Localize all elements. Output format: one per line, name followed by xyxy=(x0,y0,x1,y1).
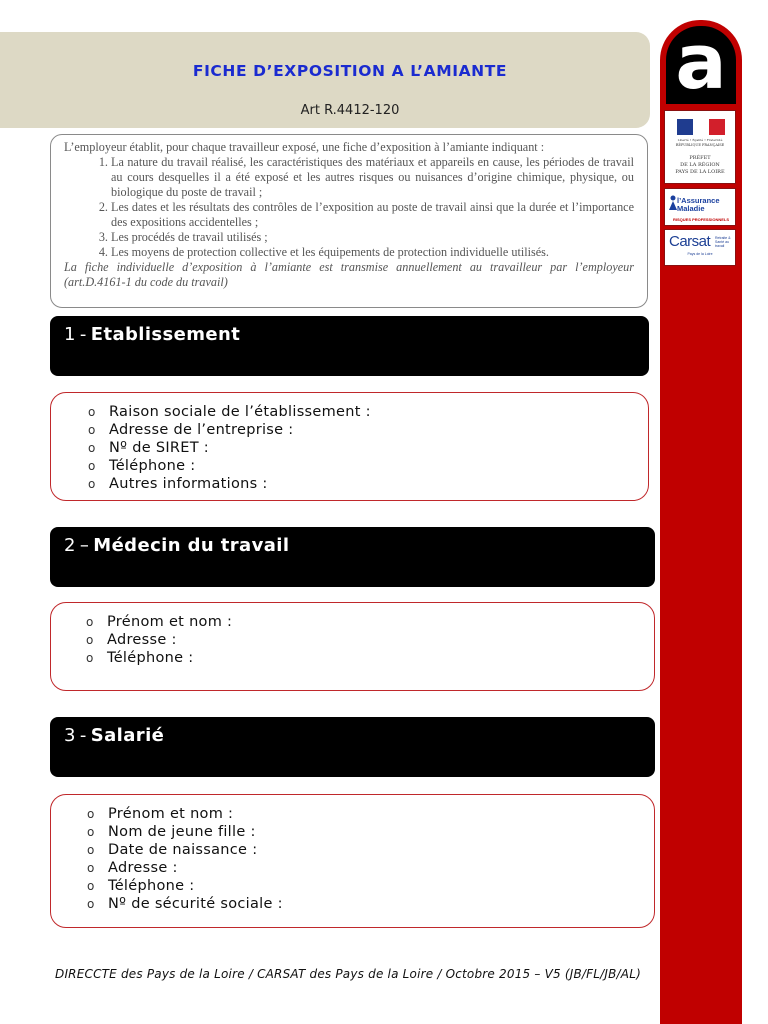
field-label: Date de naissance : xyxy=(108,842,258,858)
intro-list xyxy=(64,155,634,260)
bullet-icon: o xyxy=(88,477,96,491)
intro-item: 3. Les procédés de travail utilisés ; xyxy=(111,230,634,245)
bullet-icon: o xyxy=(87,897,95,911)
section-title: Médecin du travail xyxy=(93,535,290,556)
section-header-etablissement xyxy=(50,316,649,376)
field-label: Prénom et nom : xyxy=(108,806,234,822)
section-header-salarie xyxy=(50,717,655,777)
intro-item: 1. La nature du travail réalisé, les caractéristiques des matériaux et appareils en cause, les périodes de travail au cours desquelles il a été exposé et les autres risques ou nuisances d’origine chimique, physique, ou biologique du poste de travail ; xyxy=(111,155,634,200)
field-list xyxy=(86,613,654,667)
field-adresse xyxy=(87,859,654,877)
bullet-icon: o xyxy=(88,405,96,419)
field-label: Raison sociale de l’établissement : xyxy=(109,404,371,420)
bullet-icon: o xyxy=(87,807,95,821)
section-box-salarie xyxy=(50,794,655,928)
field-securite-sociale xyxy=(87,895,654,913)
field-raison-sociale xyxy=(88,403,648,421)
field-telephone xyxy=(88,457,648,475)
bullet-icon: o xyxy=(88,459,96,473)
logo-badge xyxy=(666,20,736,104)
prefet-line3: PAYS DE LA LOIRE xyxy=(675,169,725,175)
field-prenom-nom xyxy=(86,613,654,631)
assurance-maladie-logo xyxy=(664,188,736,226)
bullet-icon: o xyxy=(87,879,95,893)
assurance-name xyxy=(677,197,735,213)
field-label: Adresse : xyxy=(107,632,177,648)
bullet-icon: o xyxy=(87,825,95,839)
prefet-motto: Liberté • Égalité • Fraternité xyxy=(677,138,723,142)
section-title: Salarié xyxy=(90,725,165,746)
intro-lead: L’employeur établit, pour chaque travailleur exposé, une fiche d’exposition à l’amiante indiquant : xyxy=(64,140,545,154)
section-number: 3 xyxy=(64,725,76,746)
bullet-icon: o xyxy=(86,633,94,647)
section-title: Etablissement xyxy=(90,324,241,345)
field-prenom-nom xyxy=(87,805,654,823)
field-label: Nº de sécurité sociale : xyxy=(108,896,283,912)
bullet-icon: o xyxy=(86,651,94,665)
carsat-region: Pays de la Loire xyxy=(687,252,713,256)
field-label: Téléphone : xyxy=(109,458,196,474)
carsat-logo xyxy=(664,229,736,266)
prefet-line1: PRÉFET xyxy=(689,155,711,161)
field-list xyxy=(87,805,654,913)
field-label: Adresse de l’entreprise : xyxy=(109,422,294,438)
prefet-logo xyxy=(664,110,736,184)
section-number: 1 xyxy=(64,324,76,345)
field-label: Prénom et nom : xyxy=(107,614,233,630)
intro-item: 2. Les dates et les résultats des contrôles de l’exposition au poste de travail ainsi que la durée et l’importance des expositions accidentelles ; xyxy=(111,200,634,230)
field-label: Adresse : xyxy=(108,860,178,876)
bullet-icon: o xyxy=(88,441,96,455)
field-telephone xyxy=(87,877,654,895)
article-reference: Art R.4412-120 xyxy=(300,103,400,118)
field-label: Téléphone : xyxy=(108,878,195,894)
section-separator: - xyxy=(79,725,87,746)
field-autres-informations xyxy=(88,475,648,493)
assurance-line1: l’Assurance xyxy=(677,196,720,205)
bullet-icon: o xyxy=(87,843,95,857)
field-label: Nom de jeune fille : xyxy=(108,824,256,840)
section-separator: – xyxy=(79,535,90,556)
field-adresse-entreprise xyxy=(88,421,648,439)
section-header-medecin xyxy=(50,527,655,587)
field-label: Téléphone : xyxy=(107,650,194,666)
carsat-side-text: Retraite & Santé au travail xyxy=(715,236,731,248)
field-date-naissance xyxy=(87,841,654,859)
assurance-line2: Maladie xyxy=(677,204,705,213)
prefet-republic: RÉPUBLIQUE FRANÇAISE xyxy=(675,143,725,147)
field-telephone xyxy=(86,649,654,667)
section-number: 2 xyxy=(64,535,76,556)
intro-item: 4. Les moyens de protection collective et les équipements de protection individuelle utilisés. xyxy=(111,245,634,260)
bullet-icon: o xyxy=(87,861,95,875)
intro-box xyxy=(50,134,648,308)
field-nom-jeune-fille xyxy=(87,823,654,841)
field-adresse xyxy=(86,631,654,649)
french-flag-icon xyxy=(677,119,725,135)
bullet-icon: o xyxy=(88,423,96,437)
section-separator: - xyxy=(79,324,87,345)
page-title: FICHE D’EXPOSITION A L’AMIANTE xyxy=(192,62,508,80)
field-label: Nº de SIRET : xyxy=(109,440,209,456)
logo-letter: a xyxy=(675,20,727,104)
section-box-etablissement xyxy=(50,392,649,501)
footer-credits: DIRECCTE des Pays de la Loire / CARSAT des Pays de la Loire / Octobre 2015 – V5 (JB/FL/JB/AL) xyxy=(55,967,641,981)
carsat-name: Carsat xyxy=(669,233,711,250)
amiante-logo xyxy=(660,20,742,104)
field-siret xyxy=(88,439,648,457)
bullet-icon: o xyxy=(86,615,94,629)
field-label: Autres informations : xyxy=(109,476,268,492)
intro-note: La fiche individuelle d’exposition à l’amiante est transmise annuellement au travailleur par l’employeur (art.D.4161-1 du code du travail) xyxy=(64,260,634,289)
prefet-line2: DE LA RÉGION xyxy=(680,162,720,168)
section-box-medecin xyxy=(50,602,655,691)
field-list xyxy=(88,403,648,493)
assurance-sub: RISQUES PROFESSIONNELS xyxy=(672,217,729,222)
